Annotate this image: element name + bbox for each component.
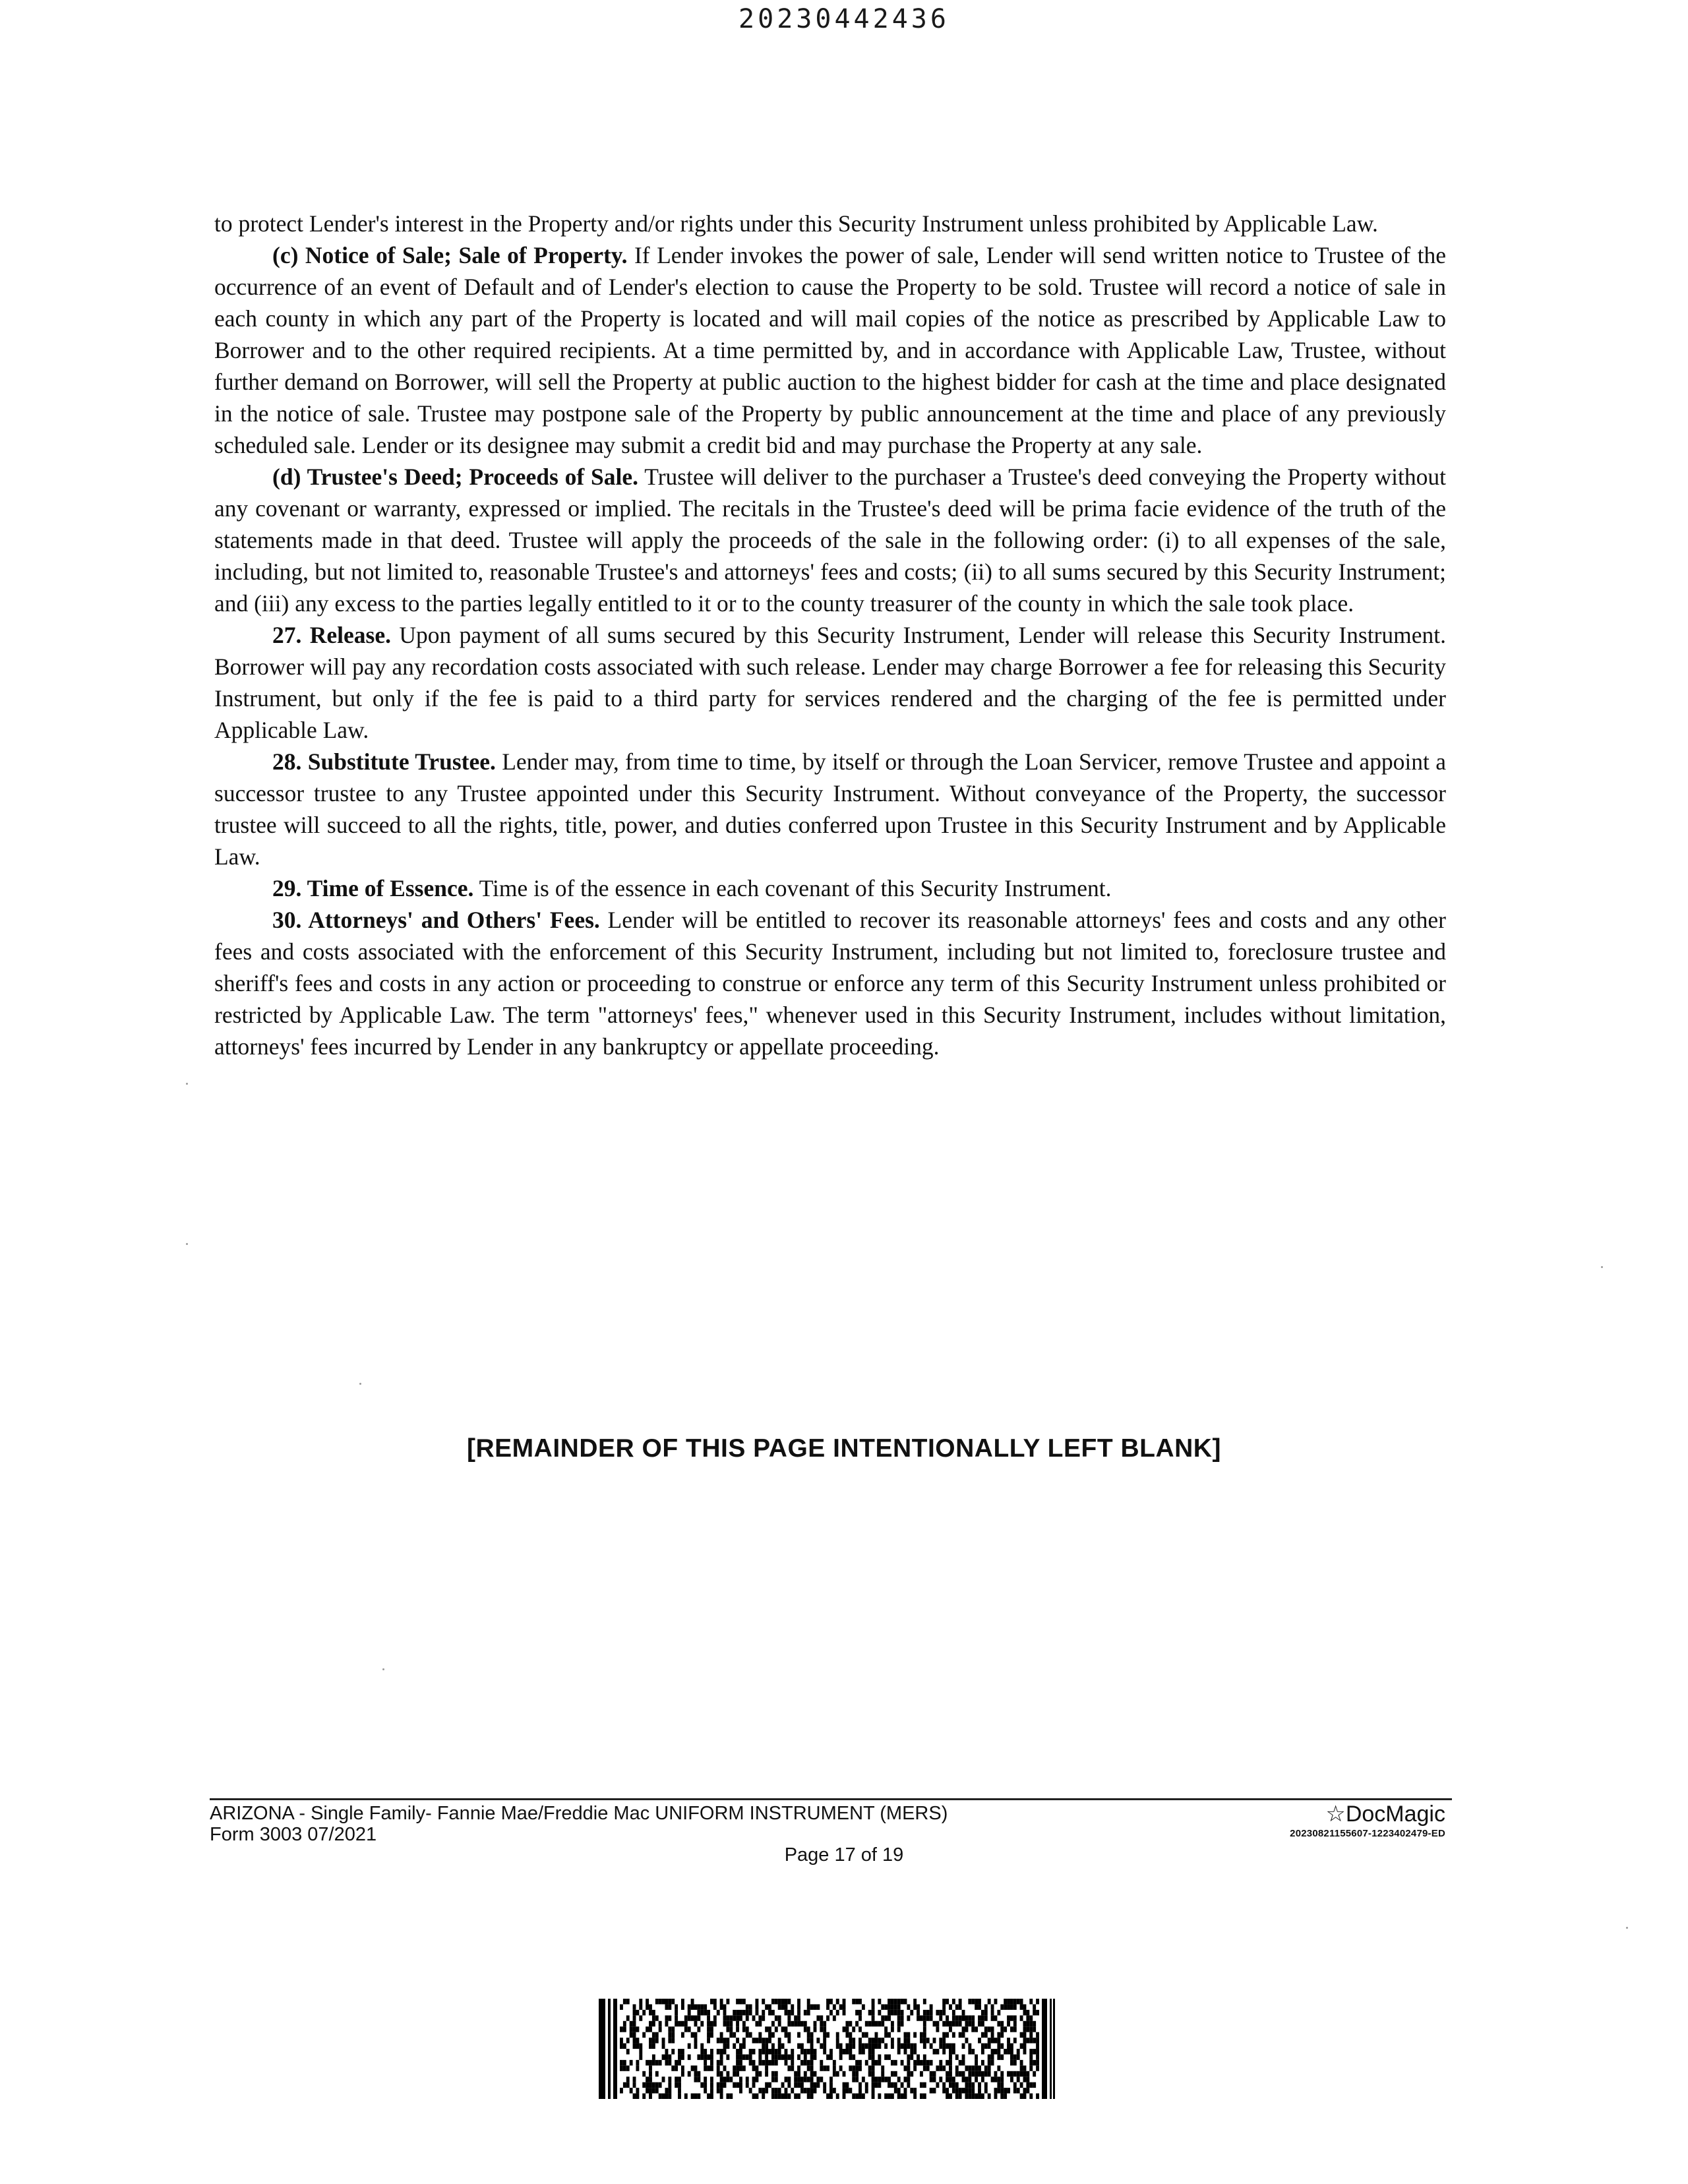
scan-speck: [186, 1083, 188, 1085]
paragraph-time-of-essence: [214, 872, 1446, 904]
form-number: Form 3003 07/2021: [210, 1824, 377, 1845]
brand-name: DocMagic: [1345, 1802, 1445, 1827]
scan-speck: [186, 1243, 188, 1245]
footer-divider: [210, 1798, 1452, 1800]
recording-number: 20230442436: [738, 4, 950, 34]
paragraph-text: Lender will be entitled to recover its reasonable attorneys' fees and costs and any other fees and costs associated with the enforcement of this Security Instrument, including but not limited to, foreclosure trustee and sheriff's fees and costs in any action or proceeding to construe or enforce any term of this Security Instrument unless prohibited or restricted by Applicable Law. The term "attorneys' fees," whenever used in this Security Instrument, includes without limitation, attorneys' fees incurred by Lender in any bankruptcy or appellate proceeding.: [214, 907, 1446, 1060]
paragraph-notice-of-sale: [214, 239, 1446, 461]
intentionally-blank-notice: [REMAINDER OF THIS PAGE INTENTIONALLY LEFT BLANK]: [467, 1434, 1221, 1463]
document-code: 20230821155607-1223402479-ED: [1290, 1828, 1445, 1839]
footer-form-info: [210, 1803, 948, 1845]
paragraph-trustees-deed: [214, 461, 1446, 619]
paragraph-attorneys-fees: [214, 904, 1446, 1062]
paragraph-heading: 30. Attorneys' and Others' Fees.: [272, 907, 600, 933]
page-number: Page 17 of 19: [784, 1844, 904, 1866]
paragraph-substitute-trustee: [214, 746, 1446, 872]
scan-speck: [1601, 1266, 1603, 1268]
paragraph-heading: 27. Release.: [272, 622, 391, 648]
star-icon: ☆: [1325, 1802, 1346, 1827]
paragraph-heading: 29. Time of Essence.: [272, 875, 474, 901]
paragraph-heading: (c) Notice of Sale; Sale of Property.: [272, 242, 628, 268]
paragraph-heading: 28. Substitute Trustee.: [272, 748, 496, 775]
paragraph-text: Lender may, from time to time, by itself or through the Loan Servicer, remove Trustee and appoint a successor trustee to any Trustee appointed under this Security Instrument. Without conveyance of the Property, the successor trustee will succeed to all the rights, title, power, and duties conferred upon Trustee in this Security Instrument and by Applicable Law.: [214, 748, 1446, 870]
scan-speck: [382, 1668, 384, 1670]
paragraph-continuation: to protect Lender's interest in the Property and/or rights under this Security Instrument unless prohibited by Applicable Law.: [214, 210, 1378, 237]
paragraph-text: Upon payment of all sums secured by this Security Instrument, Lender will release this Security Instrument. Borrower will pay any recordation costs associated with such release. Lender may charge Borrower a fee for releasing this Security Instrument, but only if the fee is paid to a third party for services rendered and the charging of the fee is permitted under Applicable Law.: [214, 622, 1446, 743]
document-body: [214, 208, 1446, 1062]
paragraph-text: Trustee will deliver to the purchaser a Trustee's deed conveying the Property without any covenant or warranty, expressed or implied. The recitals in the Trustee's deed will be prima facie evidence of the truth of the statements made in that deed. Trustee will apply the proceeds of the sale in the following order: (i) to all expenses of the sale, including, but not limited to, reasonable Trustee's and attorneys' fees and costs; (ii) to all sums secured by this Security Instrument; and (iii) any excess to the parties legally entitled to it or to the county treasurer of the county in which the sale took place.: [214, 464, 1446, 617]
paragraph-release: [214, 619, 1446, 746]
paragraph-heading: (d) Trustee's Deed; Proceeds of Sale.: [272, 464, 639, 490]
form-title: ARIZONA - Single Family- Fannie Mae/Freddie Mac UNIFORM INSTRUMENT (MERS): [210, 1803, 948, 1824]
paragraph-text: Time is of the essence in each covenant of this Security Instrument.: [473, 875, 1112, 901]
scan-speck: [1626, 1927, 1628, 1929]
barcode-icon: [599, 1999, 1055, 2099]
paragraph-text: If Lender invokes the power of sale, Lender will send written notice to Trustee of the occurrence of an event of Default and of Lender's election to cause the Property to be sold. Trustee will record a notice of sale in each county in which any part of the Property is located and will mail copies of the notice as prescribed by Applicable Law to Borrower and to the other required recipients. At a time permitted by, and in accordance with Applicable Law, Trustee, without further demand on Borrower, will sell the Property at public auction to the highest bidder for cash at the time and place designated in the notice of sale. Trustee may postpone sale of the Property by public announcement at the time and place of any previously scheduled sale. Lender or its designee may submit a credit bid and may purchase the Property at any sale.: [214, 242, 1446, 458]
docmagic-logo: [1290, 1802, 1445, 1841]
scan-speck: [359, 1383, 361, 1385]
